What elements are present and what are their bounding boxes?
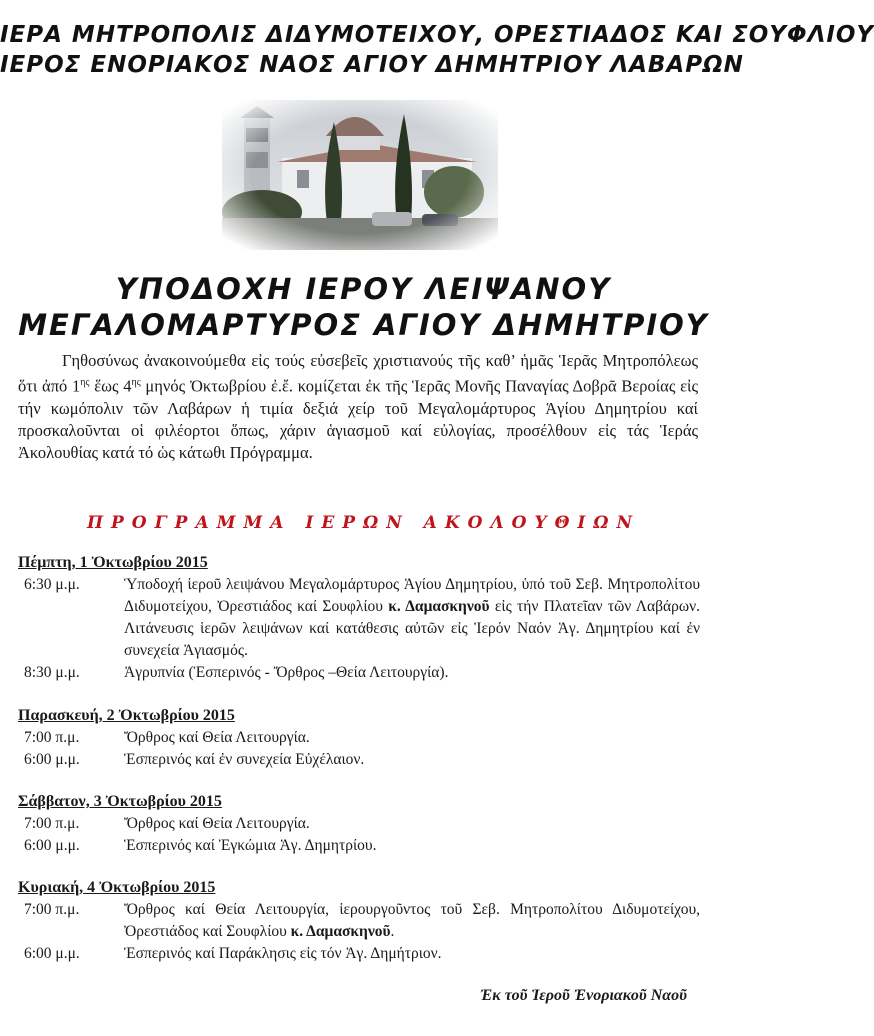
schedule-row [18, 835, 708, 857]
schedule-description: Ὄρθρος καί Θεία Λειτουργία. [124, 729, 310, 746]
schedule-time: 6:00 μ.μ. [24, 751, 80, 768]
schedule-row [18, 727, 708, 749]
intro-ordinal-2: ης [131, 377, 141, 388]
church-photo [222, 100, 498, 250]
schedule-description [124, 574, 708, 662]
day-date: Παρασκευή, 2 Ὀκτωβρίου 2015 [18, 707, 235, 724]
desc-text: Ὑποδοχή ἱεροῦ λειψάνου Μεγαλομάρτυρος Ἁγίου Δημητρίου, ὑπό τοῦ Σεβ. Μητροπολίτου Διδυμοτείχου, Ὀρεστιάδος καί Σουφλίου [124, 576, 700, 615]
schedule-row [18, 943, 708, 965]
title-line-1: ΥΠΟΔΟΧΗ ΙΕΡΟΥ ΛΕΙΨΑΝΟΥ [115, 272, 612, 306]
desc-text: Ὄρθρος καί Θεία Λειτουργία, ἱερουργοῦντος τοῦ Σεβ. Μητροπολίτου Διδυμοτείχου, Ὀρεστιάδος καί Σουφλίου [124, 901, 700, 940]
schedule-row [18, 662, 708, 684]
schedule-description: Ἑσπερινός καί Ἐγκώμια Ἁγ. Δημητρίου. [124, 837, 377, 854]
signature: Ἐκ τοῦ Ἱεροῦ Ἐνοριακοῦ Ναοῦ [480, 987, 687, 1004]
desc-text: . [390, 923, 395, 940]
schedule-description: Ἑσπερινός καί Παράκλησις εἰς τόν Ἁγ. Δημήτριον. [124, 945, 442, 962]
schedule-time: 8:30 μ.μ. [24, 664, 80, 681]
schedule-row [18, 813, 708, 835]
schedule-description [124, 899, 708, 943]
schedule-row [18, 749, 708, 771]
day-date: Σάββατον, 3 Ὀκτωβρίου 2015 [18, 793, 222, 810]
desc-bold-name: κ. Δαμασκηνοῦ [290, 923, 391, 940]
desc-text: εἰς τήν Πλατεῖαν τῶν Λαβάρων. Λιτάνευσις ἱερῶν λειψάνων καί κατάθεσις αὐτῶν εἰς Ἱερόν Ναόν Ἁγ. Δημητρίου καί ἐν συνεχεία Ἁγιασμός. [124, 598, 700, 659]
intro-text-1: Γηθοσύνως ἀνακοινούμεθα εἰς τούς εὐσεβεῖς χριστιανούς τῆς καθ’ ἡμᾶς Ἱερᾶς Μητροπόλεως ὅτι ἀπό 1 [18, 351, 698, 396]
day-friday [18, 707, 708, 771]
day-saturday [18, 793, 708, 857]
schedule-time: 6:30 μ.μ. [24, 576, 80, 593]
schedule-time: 7:00 π.μ. [24, 901, 80, 918]
day-date: Πέμπτη, 1 Ὀκτωβρίου 2015 [18, 554, 208, 571]
intro-ordinal-1: ης [80, 377, 90, 388]
schedule-description: Ἀγρυπνία (Ἑσπερινός - Ὄρθρος –Θεία Λειτουργία). [124, 664, 449, 681]
day-date: Κυριακή, 4 Ὀκτωβρίου 2015 [18, 879, 216, 896]
schedule-time: 6:00 μ.μ. [24, 945, 80, 962]
schedule-row [18, 899, 708, 943]
schedule-time: 7:00 π.μ. [24, 815, 80, 832]
intro-paragraph [18, 350, 698, 464]
schedule-time: 6:00 μ.μ. [24, 837, 80, 854]
day-thursday [18, 554, 708, 684]
intro-text-2: ἕως 4 [89, 376, 132, 396]
desc-bold-name: κ. Δαμασκηνοῦ [388, 598, 490, 615]
header-parish: ΙΕΡΟΣ ΕΝΟΡΙΑΚΟΣ ΝΑΟΣ ΑΓΙΟΥ ΔΗΜΗΤΡΙΟΥ ΛΑΒΑΡΩΝ [0, 52, 744, 78]
header-metropolis: ΙΕΡΑ ΜΗΤΡΟΠΟΛΙΣ ΔΙΔΥΜΟΤΕΙΧΟΥ, ΟΡΕΣΤΙΑΔΟΣ ΚΑΙ ΣΟΥΦΛΙΟΥ [0, 22, 874, 48]
schedule-description: Ἑσπερινός καί ἐν συνεχεία Εὐχέλαιον. [124, 751, 365, 768]
schedule-row [18, 574, 708, 662]
title-line-2: ΜΕΓΑΛΟΜΑΡΤΥΡΟΣ ΑΓΙΟΥ ΔΗΜΗΤΡΙΟΥ [18, 308, 709, 342]
schedule-time: 7:00 π.μ. [24, 729, 80, 746]
day-sunday [18, 879, 708, 965]
intro-text-3: μηνός Ὀκτωβρίου ἐ.ἔ. κομίζεται ἐκ τῆς Ἱερᾶς Μονῆς Παναγίας Δοβρᾶ Βεροίας εἰς τήν κωμόπολιν τῶν Λαβάρων ἡ τιμία δεξιά χείρ τοῦ Μεγαλομάρτυρος Ἁγίου Δημητρίου καί προσκαλοῦνται οἱ φιλέορτοι ὅπως, χάριν ἁγιασμοῦ καί εὐλογίας, προσέλθουν εἰς τάς Ἱεράς Ἀκολουθίας κατά τό ὡς κάτωθι Πρόγραμμα. [18, 376, 698, 462]
schedule-description: Ὄρθρος καί Θεία Λειτουργία. [124, 815, 310, 832]
program-heading: ΠΡΟΓΡΑΜΜΑ ΙΕΡΩΝ ΑΚΟΛΟΥΘΙΩΝ [86, 513, 641, 533]
